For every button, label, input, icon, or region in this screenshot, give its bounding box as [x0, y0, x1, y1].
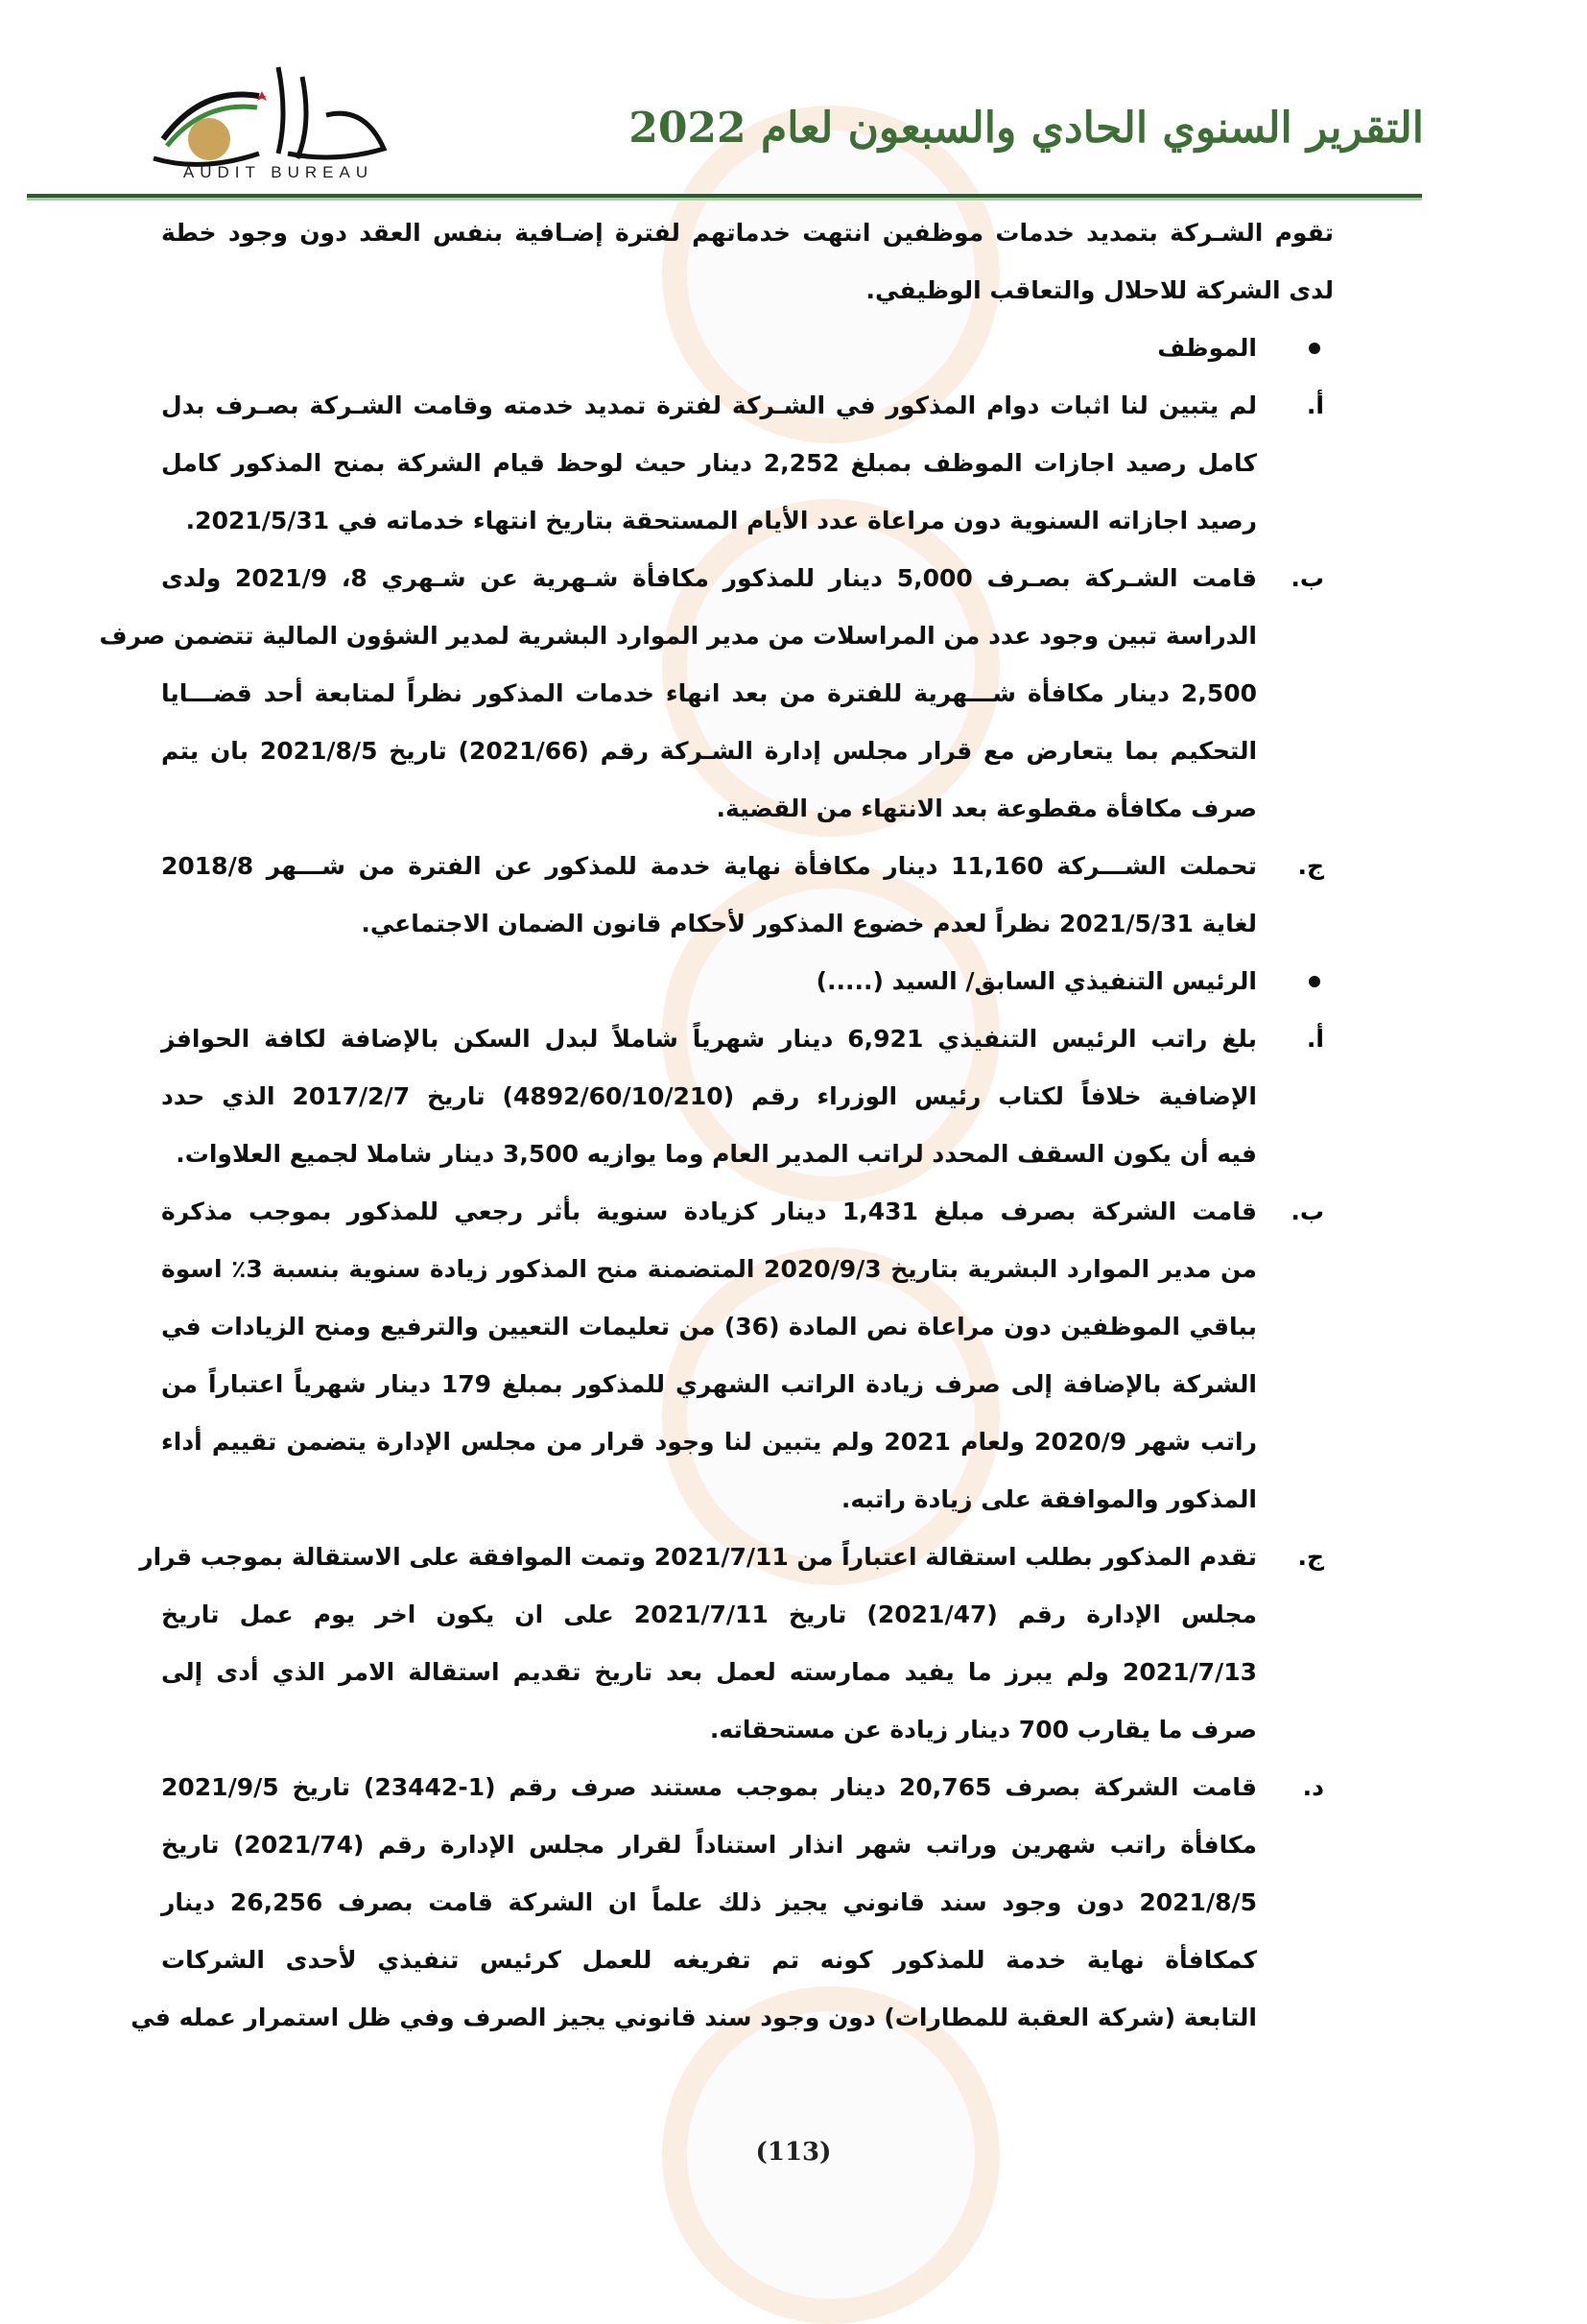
item-marker: أ. [1306, 391, 1324, 419]
list-item [161, 1010, 1334, 1183]
report-title: التقرير السنوي الحادي والسبعون لعام 2022 [628, 104, 1424, 153]
text-line: تقدم المذكور بطلب استقالة اعتباراً من 2021/7/11 وتمت الموافقة على الاستقالة بموجب قرار [139, 1543, 1257, 1571]
text-line: قامت الشركة بصرف مبلغ 1,431 دينار كزيادة سنوية بأثر رجعي للمذكور بموجب مذكرة [161, 1198, 1258, 1225]
report-body [99, 204, 1334, 2047]
header-divider [27, 194, 1422, 201]
section-title: الموظف [1157, 334, 1257, 362]
section-heading [161, 320, 1334, 377]
text-line: بلغ راتب الرئيس التنفيذي 6,921 دينار شهرياً شاملاً لبدل السكن بالإضافة لكافة الحوافز [161, 1025, 1257, 1053]
page-number: (113) [755, 2138, 832, 2167]
text-line: الإضافية خلافاً لكتاب رئيس الوزراء رقم (4892/60/10/210) تاريخ 2017/2/7 الذي حدد [161, 1082, 1257, 1110]
list-item [161, 377, 1334, 550]
text-line: قامت الشركة بصرف 20,765 دينار بموجب مستند صرف رقم (1-23442) تاريخ 2021/9/5 [161, 1773, 1257, 1801]
text-line: كمكافأة نهاية خدمة للمذكور كونه تم تفريغه للعمل كرئيس تنفيذي لأحدى الشركات [161, 1946, 1257, 1974]
text-line: من مدير الموارد البشرية بتاريخ 2020/9/3 المتضمنة منح المذكور زيادة سنوية بنسبة 3٪ اسوة [161, 1255, 1257, 1283]
list-item [139, 1529, 1334, 1759]
text-line: لم يتبين لنا اثبات دوام المذكور في الشـركة لفترة تمديد خدمته وقامت الشـركة بصـرف بدل [161, 391, 1257, 419]
text-line: الشركة بالإضافة إلى صرف زيادة الراتب الشهري للمذكور بمبلغ 179 دينار شهرياً اعتباراً من [161, 1370, 1258, 1398]
bullet-icon [1309, 343, 1320, 354]
text-line: فيه أن يكون السقف المحدد لراتب المدير العام وما يوازيه 3,500 دينار شاملا لجميع العلاوات. [176, 1140, 1257, 1168]
intro-paragraph [161, 204, 1334, 320]
item-marker: ب. [1291, 564, 1324, 592]
text-line: لدى الشركة للاحلال والتعاقب الوظيفي. [865, 276, 1334, 304]
text-line: كامل رصيد اجازات الموظف بمبلغ 2,252 دينار حيث لوحظ قيام الشركة بمنح المذكور كامل [161, 449, 1257, 477]
text-line: صرف مكافأة مقطوعة بعد الانتهاء من القضية. [716, 794, 1257, 822]
text-line: مجلس الإدارة رقم (2021/47) تاريخ 2021/7/11 على ان يكون اخر يوم عمل تاريخ [161, 1601, 1258, 1628]
item-marker: ب. [1291, 1198, 1324, 1225]
bullet-icon [1309, 976, 1320, 987]
section-heading [161, 953, 1334, 1010]
text-line: 2021/7/13 ولم يبرز ما يفيد ممارسته لعمل بعد تاريخ تقديم استقالة الامر الذي أدى إلى [161, 1658, 1257, 1686]
text-line: التحكيم بما يتعارض مع قرار مجلس إدارة الشـركة رقم (2021/66) تاريخ 2021/8/5 بان يتم [161, 737, 1258, 765]
text-line: 2021/8/5 دون وجود سند قانوني يجيز ذلك علماً ان الشركة قامت بصرف 26,256 دينار [161, 1888, 1257, 1916]
item-marker: ج. [1297, 852, 1324, 880]
text-line: بباقي الموظفين دون مراعاة نص المادة (36) من تعليمات التعيين والترفيع ومنح الزيادات في [161, 1313, 1257, 1340]
list-item [99, 550, 1334, 838]
text-line: التابعة (شركة العقبة للمطارات) دون وجود سند قانوني يجيز الصرف وفي ظل استمرار عمله في [130, 2004, 1257, 2031]
text-line: المذكور والموافقة على زيادة راتبه. [841, 1485, 1257, 1513]
text-line: تقوم الشـركة بتمديد خدمات موظفين انتهت خدماتهم لفترة إضـافية بنفس العقد دون وجود خطة [161, 219, 1334, 247]
text-line: قامت الشـركة بصـرف 5,000 دينار للمذكور مكافأة شـهرية عن شـهري 8، 2021/9 ولدى [161, 564, 1257, 592]
text-line: راتب شهر 2020/9 ولعام 2021 ولم يتبين لنا وجود قرار من مجلس الإدارة يتضمن تقييم أداء [161, 1428, 1257, 1456]
text-line: لغاية 2021/5/31 نظراً لعدم خضوع المذكور لأحكام قانون الضمان الاجتماعي. [361, 910, 1257, 937]
list-item [161, 838, 1334, 953]
text-line: 2,500 دينار مكافأة شـــهرية للفترة من بعد انهاء خدمات المذكور نظراً لمتابعة أحد قضـــايا [161, 679, 1257, 707]
text-line: مكافأة راتب شهرين وراتب شهر انذار استناداً لقرار مجلس الإدارة رقم (2021/74) تاريخ [161, 1831, 1258, 1859]
list-item [130, 1759, 1334, 2047]
item-marker: أ. [1306, 1025, 1324, 1053]
list-item [161, 1183, 1334, 1529]
item-marker: د. [1302, 1773, 1324, 1801]
section-title: الرئيس التنفيذي السابق/ السيد (.....) [816, 967, 1257, 995]
text-line: صرف ما يقارب 700 دينار زيادة عن مستحقاته. [709, 1716, 1257, 1743]
item-marker: ج. [1297, 1543, 1324, 1571]
logo-english-text: AUDIT BUREAU [182, 163, 374, 181]
text-line: رصيد اجازاته السنوية دون مراعاة عدد الأيام المستحقة بتاريخ انتهاء خدماته في 2021/5/31. [185, 507, 1257, 534]
text-line: تحملت الشـــركة 11,160 دينار مكافأة نهاية خدمة للمذكور عن الفترة من شـــهر 2018/8 [161, 852, 1257, 880]
text-line: الدراسة تبين وجود عدد من المراسلات من مدير الموارد البشرية لمدير الشؤون المالية تتضمن صرف [99, 622, 1257, 650]
